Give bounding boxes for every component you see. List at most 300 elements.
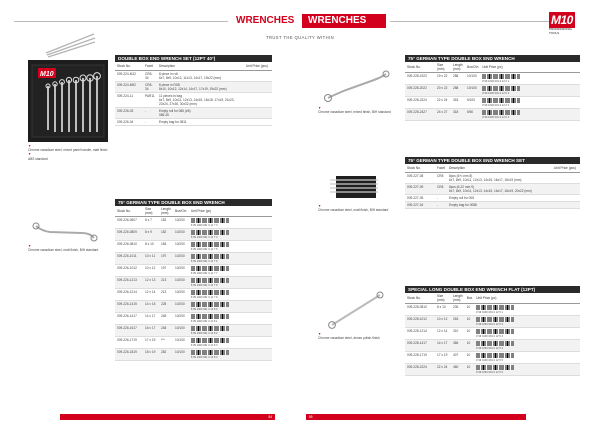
table-row [115, 337, 272, 349]
stock-number: 009-226-1214 [115, 289, 143, 301]
box-ctn: 10/200 [173, 301, 189, 313]
col-header: Description [157, 62, 244, 70]
stock-number: 009-226-0810 [115, 241, 143, 253]
barcode-cell [480, 85, 580, 97]
description [157, 118, 244, 125]
box-ctn: 10/200 [173, 289, 189, 301]
facet: - [143, 118, 157, 125]
facet: - [143, 107, 157, 118]
size: 10 x 12 [435, 316, 451, 328]
length: *** [159, 337, 173, 349]
stock-number: 009-224-M12 [115, 70, 143, 81]
feature-text: ▼ Chrome vanadium steel, mixed panel handle, matt finish [28, 144, 108, 153]
length: 213 [159, 277, 173, 289]
facet: CR8 [435, 172, 447, 183]
box-ctn: 10/200 [173, 277, 189, 289]
stock-number: 009-224-11 [115, 92, 143, 107]
unit-price [552, 172, 580, 183]
barcode [191, 230, 229, 235]
col-header: Stock No. [405, 164, 435, 172]
german-wrench-set-image [326, 172, 382, 200]
barcode [191, 218, 229, 223]
length: 407 [451, 352, 465, 364]
description [447, 194, 552, 201]
longflat-table [405, 293, 580, 376]
box-ctn: 10 [465, 328, 475, 340]
table-row [405, 340, 580, 352]
barcode-cell [189, 301, 272, 313]
barcode-cell [189, 277, 272, 289]
table-row [115, 70, 272, 81]
length: 310 [451, 328, 465, 340]
col-header: Length (mm) [453, 294, 463, 302]
stock-number: 009-226-1012 [115, 265, 143, 277]
size: 17 x 19 [435, 352, 451, 364]
table-row [405, 183, 580, 194]
barcode-number: 8 99 1000 001 0 11 7 5 [191, 248, 218, 251]
barcode [191, 350, 229, 355]
description [447, 172, 552, 183]
size: 12 x 14 [143, 289, 159, 301]
table-row [405, 201, 580, 208]
description [157, 107, 244, 118]
barcode-cell [189, 289, 272, 301]
size: 8 x 10 [435, 304, 451, 316]
col-header: Unit Price (pcs) [244, 62, 272, 70]
set12-table [115, 62, 272, 126]
box-ctn: 5/50 [465, 109, 480, 121]
facet: CR8 [435, 183, 447, 194]
col-header: Unit Price (pc) [480, 62, 580, 73]
length: 263 [451, 316, 465, 328]
table-row [115, 301, 272, 313]
box-ctn: 5/100 [465, 97, 480, 109]
barcode-cell [189, 265, 272, 277]
barcode-cell [189, 313, 272, 325]
facet: CR8-34 [143, 70, 157, 81]
barcode-number: 8 99 1000 001 0 12 0 3 [482, 104, 510, 107]
description [157, 70, 244, 81]
description [157, 92, 244, 107]
length: 460 [451, 364, 465, 376]
set12-features [28, 144, 108, 161]
length: 184 [159, 241, 173, 253]
wrench-set-roll-image [28, 60, 108, 142]
length: 235 [451, 304, 465, 316]
barcode-number: 8 99 1000 001 0 12 5 3 [476, 335, 504, 338]
barcode-number: 8 99 1000 001 0 11 8 4 [191, 356, 218, 359]
stock-number: 009-228-2427 [405, 109, 435, 121]
stock-number: 009-226-04 [115, 118, 143, 125]
logo-mark: M10 [551, 13, 573, 27]
size: 14 x 17 [435, 340, 451, 352]
unit-price [244, 92, 272, 107]
length: 282 [159, 349, 173, 361]
box-ctn: 10 [465, 352, 475, 364]
stock-number: 009-226-1417 [115, 313, 143, 325]
section-heading: 75° GERMAN TYPE DOUBLE BOX END WRENCH [405, 55, 580, 62]
col-header: Box [465, 293, 475, 304]
stock-number: 009-228-1719 [405, 352, 435, 364]
stock-number: 009-228-1012 [405, 316, 435, 328]
length: 197 [159, 265, 173, 277]
page-number-left: 84 [60, 414, 275, 420]
table-row [115, 349, 272, 361]
description-line: 6x7, 8x9, 10x11, 12x13, 14x15, 16x17, 18x19, 20x22 (mm) [449, 188, 532, 193]
barcode [191, 254, 229, 259]
stock-number: 009-227-05 [405, 194, 435, 201]
table-row [405, 328, 580, 340]
barcode [482, 74, 520, 79]
table-row [115, 265, 272, 277]
facet: PAR11 [143, 92, 157, 107]
length: 248 [159, 325, 173, 337]
length: 213 [159, 289, 173, 301]
box-ctn: 10 [465, 340, 475, 352]
box-ctn: 10/100 [173, 349, 189, 361]
length: 366 [451, 340, 465, 352]
length: 288 [451, 73, 465, 85]
stock-number: 009-226-1819 [115, 349, 143, 361]
description-line: Empty roll for 086 (#6) [159, 108, 191, 113]
longflat-section [405, 286, 580, 376]
barcode-number: 8 99 1000 001 0 11 8 0 [191, 308, 218, 311]
long-flat-wrench-image [326, 290, 386, 330]
barcode [191, 326, 229, 331]
barcode [482, 86, 520, 91]
unit-price [552, 194, 580, 201]
col-header: Stock No. [115, 206, 143, 217]
barcode-cell [474, 316, 580, 328]
size: 19 x 22 [435, 73, 451, 85]
length: 318 [451, 109, 465, 121]
unit-price [552, 201, 580, 208]
description-line: 11 pieces in bag [159, 93, 182, 98]
size: 8 x 9 [143, 229, 159, 241]
table-row [115, 118, 272, 125]
stock-number: 009-228-1922 [405, 73, 435, 85]
col-header: Unit Price (pc) [474, 293, 580, 304]
gt75b-table [405, 62, 580, 121]
barcode [476, 365, 514, 370]
barcode-number: 8 99 1000 001 0 12 0 4 [482, 116, 510, 119]
gt75b-section [405, 55, 580, 121]
description [157, 81, 244, 92]
page-title-right: WRENCHES [302, 14, 386, 28]
description [447, 183, 552, 194]
table-row [405, 97, 580, 109]
barcode [476, 305, 514, 310]
length: 182 [159, 217, 173, 229]
barcode [191, 338, 229, 343]
barcode [191, 314, 229, 319]
size: 12 x 13 [143, 277, 159, 289]
box-ctn: 10/200 [173, 217, 189, 229]
box-ctn: 10/200 [173, 253, 189, 265]
col-header: Unit Price (pcs) [552, 164, 580, 172]
box-ctn: 10/200 [173, 313, 189, 325]
table-row [405, 316, 580, 328]
stock-number: 009-226-1213 [115, 277, 143, 289]
table-row [115, 217, 272, 229]
gtset-table [405, 164, 580, 209]
stock-number: 009-228-1214 [405, 328, 435, 340]
barcode-cell [474, 340, 580, 352]
stock-number: 009-226-1719 [115, 337, 143, 349]
col-header: Description [447, 164, 552, 172]
table-row [115, 253, 272, 265]
description-line: 8x10, 10x12, 12x14, 14x17, 17x19, 19x22 (mm) [159, 86, 227, 91]
page-title-left: WRENCHES [236, 15, 295, 26]
col-header: Box/Ctn [173, 206, 189, 217]
barcode-number: 8 99 1000 001 0 11 7 9 [191, 296, 218, 299]
size: 12 x 14 [435, 328, 451, 340]
description-line: 6x7, 8x9, 10x11, 12x13, 14x15, 16x18, 17x19, 21x23, 22x24, 27x30, 30x32 (mm) [159, 97, 235, 106]
logo-subtitle: PROFESSIONAL TOOLS [549, 27, 573, 35]
unit-price [244, 81, 272, 92]
description-line: 8 piece in R0B [159, 82, 180, 87]
stock-number: 009-226-0809 [115, 229, 143, 241]
longflat-features [318, 332, 398, 340]
stock-number: 009-228-2022 [405, 85, 435, 97]
gt75a-section [115, 199, 272, 361]
col-header: Size (mm) [435, 293, 451, 304]
stock-number: 009-228-2224 [405, 364, 435, 376]
barcode-cell [474, 352, 580, 364]
barcode [191, 302, 229, 307]
facet: CR8-34 [143, 81, 157, 92]
length: 248 [159, 313, 173, 325]
col-header: Length (mm) [159, 206, 173, 217]
table-row [115, 277, 272, 289]
unit-price [244, 70, 272, 81]
description-line: Empty bag for 0811 [159, 119, 187, 124]
section-heading: SPECIAL LONG DOUBLE BOX END WRENCH FLAT (12PT) [405, 286, 580, 293]
stock-number: 009-227-08 [405, 172, 435, 183]
barcode [191, 266, 229, 271]
barcode-cell [480, 97, 580, 109]
barcode-cell [474, 364, 580, 376]
feature-text: ▼ ABS standard [28, 152, 48, 161]
box-ctn: 10/100 [465, 85, 480, 97]
stock-number: 009-228-2224 [405, 97, 435, 109]
col-header: Facet [143, 62, 157, 70]
barcode-cell [189, 241, 272, 253]
description-line: 086-26 [159, 112, 169, 117]
barcode-number: 8 99 1000 001 0 11 7 6 [191, 260, 218, 263]
table-row [405, 352, 580, 364]
gtset-features [318, 204, 398, 212]
table-row [115, 81, 272, 92]
barcode-cell [189, 217, 272, 229]
col-header: Length (mm) [451, 62, 465, 73]
size: 20 x 22 [435, 85, 451, 97]
description-line: 6x7, 8x9, 10x11, 12x13, 14x15, 16x17, 18x19 (mm) [449, 177, 522, 182]
barcode-number: 8 99 1000 001 0 12 5 4 [476, 347, 504, 350]
facet: - [435, 201, 447, 208]
size: 10 x 12 [143, 265, 159, 277]
table-row [115, 107, 272, 118]
box-ctn: 10 [465, 316, 475, 328]
length: 197 [159, 253, 173, 265]
barcode-number: 8 99 1000 001 0 12 5 5 [476, 359, 504, 362]
section-heading: DOUBLE BOX END WRENCH SET (12PT 40°) [115, 55, 272, 62]
table-row [405, 364, 580, 376]
description-line: 8pcs (6+/-mm 8) [449, 173, 473, 178]
table-row [405, 304, 580, 316]
box-ctn: 10/200 [173, 265, 189, 277]
barcode-number: 8 99 1000 001 0 11 8 3 [191, 344, 218, 347]
box-ctn: 10 [465, 364, 475, 376]
size: 22 x 24 [435, 364, 451, 376]
section-heading: 75° GERMAN TYPE DOUBLE BOX END WRENCH SET [405, 157, 580, 164]
barcode-number: 8 99 1000 001 0 12 5 1 [476, 311, 504, 314]
length: 288 [451, 85, 465, 97]
header-rule-right [390, 21, 564, 22]
unit-price [244, 118, 272, 125]
table-row [115, 241, 272, 253]
size: 18 x 19 [143, 349, 159, 361]
barcode [191, 290, 229, 295]
barcode-cell [480, 73, 580, 85]
stock-number: 009-224-M52 [115, 81, 143, 92]
barcode-number: 8 99 1000 001 0 11 7 7 [191, 272, 218, 275]
feature-text: ▼ Chrome vanadium steel, matt finish, BIH standard [28, 244, 99, 253]
header-rule-left [14, 21, 228, 22]
col-header: Box/Ctn [465, 62, 480, 73]
feature-text: ▼ Chrome vanadium steel, dense polish finish [318, 332, 380, 341]
facet: - [435, 194, 447, 201]
size: 8 x 10 [143, 241, 159, 253]
length: 318 [451, 97, 465, 109]
stock-number: 009-226-03 [115, 107, 143, 118]
barcode-number: 8 99 1000 001 0 12 5 6 [476, 371, 504, 374]
table-row [405, 109, 580, 121]
stock-number: 009-227-09 [405, 183, 435, 194]
col-header: Stock No. [405, 293, 435, 304]
german-wrench-image [30, 222, 100, 242]
box-ctn: 10/200 [173, 229, 189, 241]
barcode [482, 98, 520, 103]
barcode [191, 242, 229, 247]
stock-number: 009-228-0810 [405, 304, 435, 316]
page-number-right: 85 [306, 414, 526, 420]
barcode [191, 278, 229, 283]
size: 14 x 15 [143, 301, 159, 313]
feature-text: ▼ Chrome vanadium steel, matt finish, BIH standard [318, 204, 389, 213]
box-ctn: 10/100 [173, 325, 189, 337]
set12-section [115, 55, 272, 126]
table-row [405, 73, 580, 85]
barcode [476, 341, 514, 346]
gt75a-features [28, 244, 108, 252]
brand-logo [549, 12, 583, 35]
feature-text: ▼ Chrome vanadium steel, mixed finish, BIH standard [318, 106, 391, 115]
description-line: Empty bag for 0088 [449, 202, 477, 207]
col-header: Size (mm) [435, 62, 451, 73]
table-row [115, 92, 272, 107]
svg-text:M10: M10 [40, 71, 54, 78]
stock-number: 009-226-1415 [115, 301, 143, 313]
wrench-set-fan-image [40, 28, 100, 58]
barcode [476, 317, 514, 322]
barcode-cell [189, 349, 272, 361]
stock-number: 009-226-0607 [115, 217, 143, 229]
table-row [115, 289, 272, 301]
col-header: Size (mm) [143, 206, 159, 217]
stock-number: 009-226-1011 [115, 253, 143, 265]
barcode-cell [480, 109, 580, 121]
table-row [115, 325, 272, 337]
col-header: Stock No. [115, 62, 143, 70]
box-ctn: 10/100 [465, 73, 480, 85]
size: 14 x 17 [143, 313, 159, 325]
description-line: 6x7, 8x9, 10x12, 11x13, 14x17, 19x22 (mm) [159, 75, 221, 80]
barcode-cell [474, 304, 580, 316]
barcode-cell [189, 325, 272, 337]
gtset-section [405, 157, 580, 209]
size: 24 x 27 [435, 109, 451, 121]
gt75a-table [115, 206, 272, 361]
length: 228 [159, 301, 173, 313]
col-header: Unit Price (pc) [189, 206, 272, 217]
box-ctn: 10/100 [173, 337, 189, 349]
barcode-number: 8 99 1000 001 0 11 7 4 [191, 236, 218, 239]
barcode-number: 8 99 1000 001 0 11 8 1 [191, 320, 218, 323]
barcode-cell [189, 253, 272, 265]
description-line: 8pcs (6-22 mm 9) [449, 184, 474, 189]
box-ctn: 10 [465, 304, 475, 316]
barcode-cell [474, 328, 580, 340]
tagline: TRUST THE QUALITY WITHIN [266, 35, 334, 40]
description-line: Empty roll for 008 [449, 195, 474, 200]
description-line: 8 piece in roll [159, 71, 178, 76]
barcode [476, 353, 514, 358]
stock-number: 009-227-04 [405, 201, 435, 208]
length: 182 [159, 229, 173, 241]
barcode-number: 8 99 1000 001 0 11 8 2 [191, 332, 218, 335]
barcode [476, 329, 514, 334]
box-ctn: 10/200 [173, 241, 189, 253]
barcode-number: 8 99 1000 001 0 11 7 8 [191, 284, 218, 287]
col-header: Facet [435, 164, 447, 172]
stock-number: 009-228-1417 [405, 340, 435, 352]
table-row [405, 194, 580, 201]
section-heading: 75° GERMAN TYPE DOUBLE BOX END WRENCH [115, 199, 272, 206]
gt75b-features [318, 106, 398, 114]
size: 16 x 17 [143, 325, 159, 337]
description [447, 201, 552, 208]
size: 6 x 7 [143, 217, 159, 229]
table-row [115, 229, 272, 241]
barcode-cell [189, 337, 272, 349]
table-row [115, 313, 272, 325]
barcode [482, 110, 520, 115]
table-row [405, 85, 580, 97]
size: 17 x 19 [143, 337, 159, 349]
barcode-number: 8 99 1000 001 0 12 0 2 [482, 92, 510, 95]
col-header: Stock No. [405, 62, 435, 73]
stock-number: 009-226-1617 [115, 325, 143, 337]
size: 22 x 24 [435, 97, 451, 109]
barcode-number: 8 99 1000 001 0 12 0 1 [482, 80, 510, 83]
long-german-wrench-image [322, 70, 392, 104]
size: 10 x 11 [143, 253, 159, 265]
barcode-number: 8 99 1000 001 0 11 7 3 [191, 224, 218, 227]
unit-price [552, 183, 580, 194]
barcode-number: 8 99 1000 001 0 12 5 2 [476, 323, 504, 326]
unit-price [244, 107, 272, 118]
